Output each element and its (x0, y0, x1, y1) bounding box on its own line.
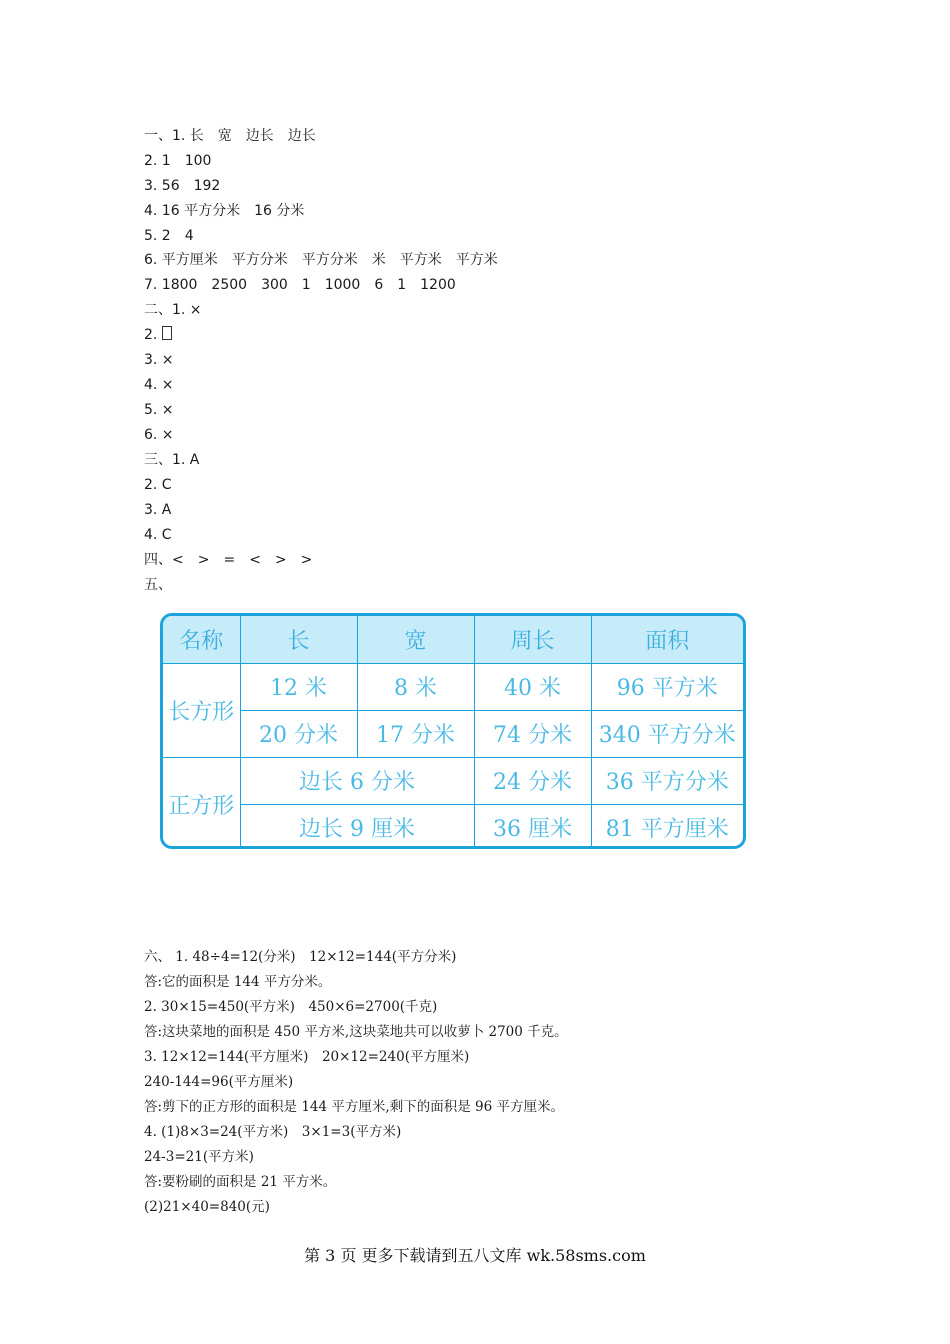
table-row (163, 804, 743, 849)
header-length: 长 (240, 616, 357, 663)
answer-line: 24-3=21(平方米) (144, 1149, 254, 1165)
table-cell: 12 米 (240, 663, 357, 710)
page-footer: 第 3 页 更多下载请到五八文库 wk.58sms.com (304, 1246, 646, 1265)
table-row (163, 710, 743, 757)
check-mark-placeholder-icon (162, 326, 172, 340)
answer-line: 6. × (144, 427, 174, 443)
answer-line: 3. 56 192 (144, 178, 221, 194)
answer-line: 2. C (144, 477, 172, 493)
table-row (163, 757, 743, 804)
square-label: 正方形 (163, 757, 240, 849)
table-cell: 340 平方分米 (591, 710, 743, 757)
answer-line: 四、< > = < > > (144, 552, 313, 568)
table-cell: 81 平方厘米 (591, 804, 743, 849)
answer-line: 2. 30×15=450(平方米) 450×6=2700(千克) (144, 999, 438, 1015)
answer-line: 7. 1800 2500 300 1 1000 6 1 1200 (144, 277, 456, 293)
table-cell: 96 平方米 (591, 663, 743, 710)
answer-line: 4. × (144, 377, 174, 393)
table-cell: 40 米 (474, 663, 591, 710)
answer-line: 三、1. A (144, 452, 200, 468)
header-perimeter: 周长 (474, 616, 591, 663)
answer-line: 4. (1)8×3=24(平方米) 3×1=3(平方米) (144, 1124, 402, 1140)
answer-line: 五、 (144, 577, 172, 593)
answer-line: 3. 12×12=144(平方厘米) 20×12=240(平方厘米) (144, 1049, 470, 1065)
table-cell: 74 分米 (474, 710, 591, 757)
table-cell: 边长 6 分米 (240, 757, 474, 804)
table-cell: 20 分米 (240, 710, 357, 757)
answer-line: 2. 1 100 (144, 153, 212, 169)
rectangle-label: 长方形 (163, 663, 240, 757)
answer-line: 答:它的面积是 144 平方分米。 (144, 974, 332, 990)
header-area: 面积 (591, 616, 743, 663)
table-cell: 36 平方分米 (591, 757, 743, 804)
answer-line: (2)21×40=840(元) (144, 1199, 270, 1215)
answer-line: 答:这块菜地的面积是 450 平方米,这块菜地共可以收萝卜 2700 千克。 (144, 1024, 568, 1040)
table-cell: 36 厘米 (474, 804, 591, 849)
answer-line (144, 326, 172, 344)
table-cell: 8 米 (357, 663, 474, 710)
answer-line: 二、1. × (144, 302, 202, 318)
answer-number: 2. (144, 327, 162, 343)
answer-line: 6. 平方厘米 平方分米 平方分米 米 平方米 平方米 (144, 252, 498, 268)
answer-line: 答:剪下的正方形的面积是 144 平方厘米,剩下的面积是 96 平方厘米。 (144, 1099, 564, 1115)
answer-line: 一、1. 长 宽 边长 边长 (144, 128, 316, 144)
answer-line: 4. 16 平方分米 16 分米 (144, 203, 305, 219)
answer-line: 答:要粉刷的面积是 21 平方米。 (144, 1174, 337, 1190)
table-cell: 17 分米 (357, 710, 474, 757)
answer-line: 3. × (144, 352, 174, 368)
table-cell: 24 分米 (474, 757, 591, 804)
header-name: 名称 (163, 616, 240, 663)
table-row (163, 663, 743, 710)
answer-line: 240-144=96(平方厘米) (144, 1074, 294, 1090)
answer-line: 六、 1. 48÷4=12(分米) 12×12=144(平方分米) (144, 949, 457, 965)
answer-line: 4. C (144, 527, 172, 543)
header-width: 宽 (357, 616, 474, 663)
answer-line: 3. A (144, 502, 172, 518)
answer-table (160, 613, 746, 849)
answer-line: 5. 2 4 (144, 228, 194, 244)
answer-line: 5. × (144, 402, 174, 418)
table-cell: 边长 9 厘米 (240, 804, 474, 849)
table-header-row (163, 616, 743, 663)
